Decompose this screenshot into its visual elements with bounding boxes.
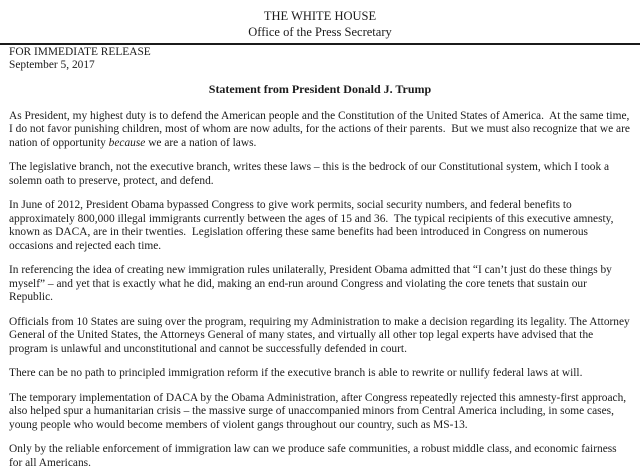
paragraph-text: In referencing the idea of creating new immigration rules unilaterally, President Obama admitted that “I can’t just do these things by myself” – and yet that is exactly what he did, making an end-run around Congress and violating the core tenets that sustain our Republic. <box>9 264 615 304</box>
emphasized-text: because <box>108 136 146 149</box>
paragraph <box>9 367 631 381</box>
paragraph-text: The legislative branch, not the executive branch, writes these laws – this is the bedrock of our Constitutional system, which I took a solemn oath to preserve, protect, and defend. <box>9 161 612 187</box>
org-name: THE WHITE HOUSE <box>263 9 377 23</box>
paragraph-text: As President, my highest duty is to defend the American people and the Constitution of the United States of America. At the same time, I do not favor punishing children, most of whom are now adults, for the actions of their parents. But we must also recognize that we are nation of opportunity <box>9 109 633 149</box>
office-name: Office of the Press Secretary <box>248 25 392 39</box>
paragraph <box>9 392 631 433</box>
paragraph-text: Only by the reliable enforcement of immigration law can we produce safe communities, a robust middle class, and economic fairness for all Americans. <box>9 443 620 469</box>
divider-line <box>0 43 640 45</box>
paragraph <box>9 316 631 357</box>
masthead <box>9 8 631 40</box>
paragraph <box>9 199 631 253</box>
paragraph <box>9 264 631 305</box>
release-type: FOR IMMEDIATE RELEASE <box>9 46 151 58</box>
statement-body <box>9 110 631 470</box>
paragraph-text: There can be no path to principled immigration reform if the executive branch is able to rewrite or nullify federal laws at will. <box>9 367 583 380</box>
paragraph-text: Officials from 10 States are suing over the program, requiring my Administration to make a decision regarding its legality. The Attorney General of the United States, the Attorneys General of many states, and virtually all other top legal experts have advised that the program is unlawful and unconstitutional and cannot be successfully defended in court. <box>9 315 633 355</box>
paragraph-text: we are a nation of laws. <box>145 136 257 149</box>
paragraph <box>9 443 631 470</box>
release-date: September 5, 2017 <box>9 59 95 72</box>
release-block <box>9 46 631 73</box>
paragraph-text: The temporary implementation of DACA by the Obama Administration, after Congress repeatedly rejected this amnesty-first approach, also helped spur a humanitarian crisis – the massive surge of unaccompanied minors from Central America including, in some cases, young people who would become members of violent gangs throughout our country, such as MS-13. <box>9 391 629 431</box>
paragraph <box>9 161 631 188</box>
statement-title: Statement from President Donald J. Trump <box>208 81 432 96</box>
paragraph-text: In June of 2012, President Obama bypassed Congress to give work permits, social security numbers, and federal benefits to approximately 800,000 illegal immigrants currently between the ages of 15 and 36. The typical recipients of this executive amnesty, known as DACA, are in their twenties. Legislation offering these same benefits had been introduced in Congress on numerous occasions and rejected each time. <box>9 199 617 252</box>
paragraph <box>9 110 631 151</box>
